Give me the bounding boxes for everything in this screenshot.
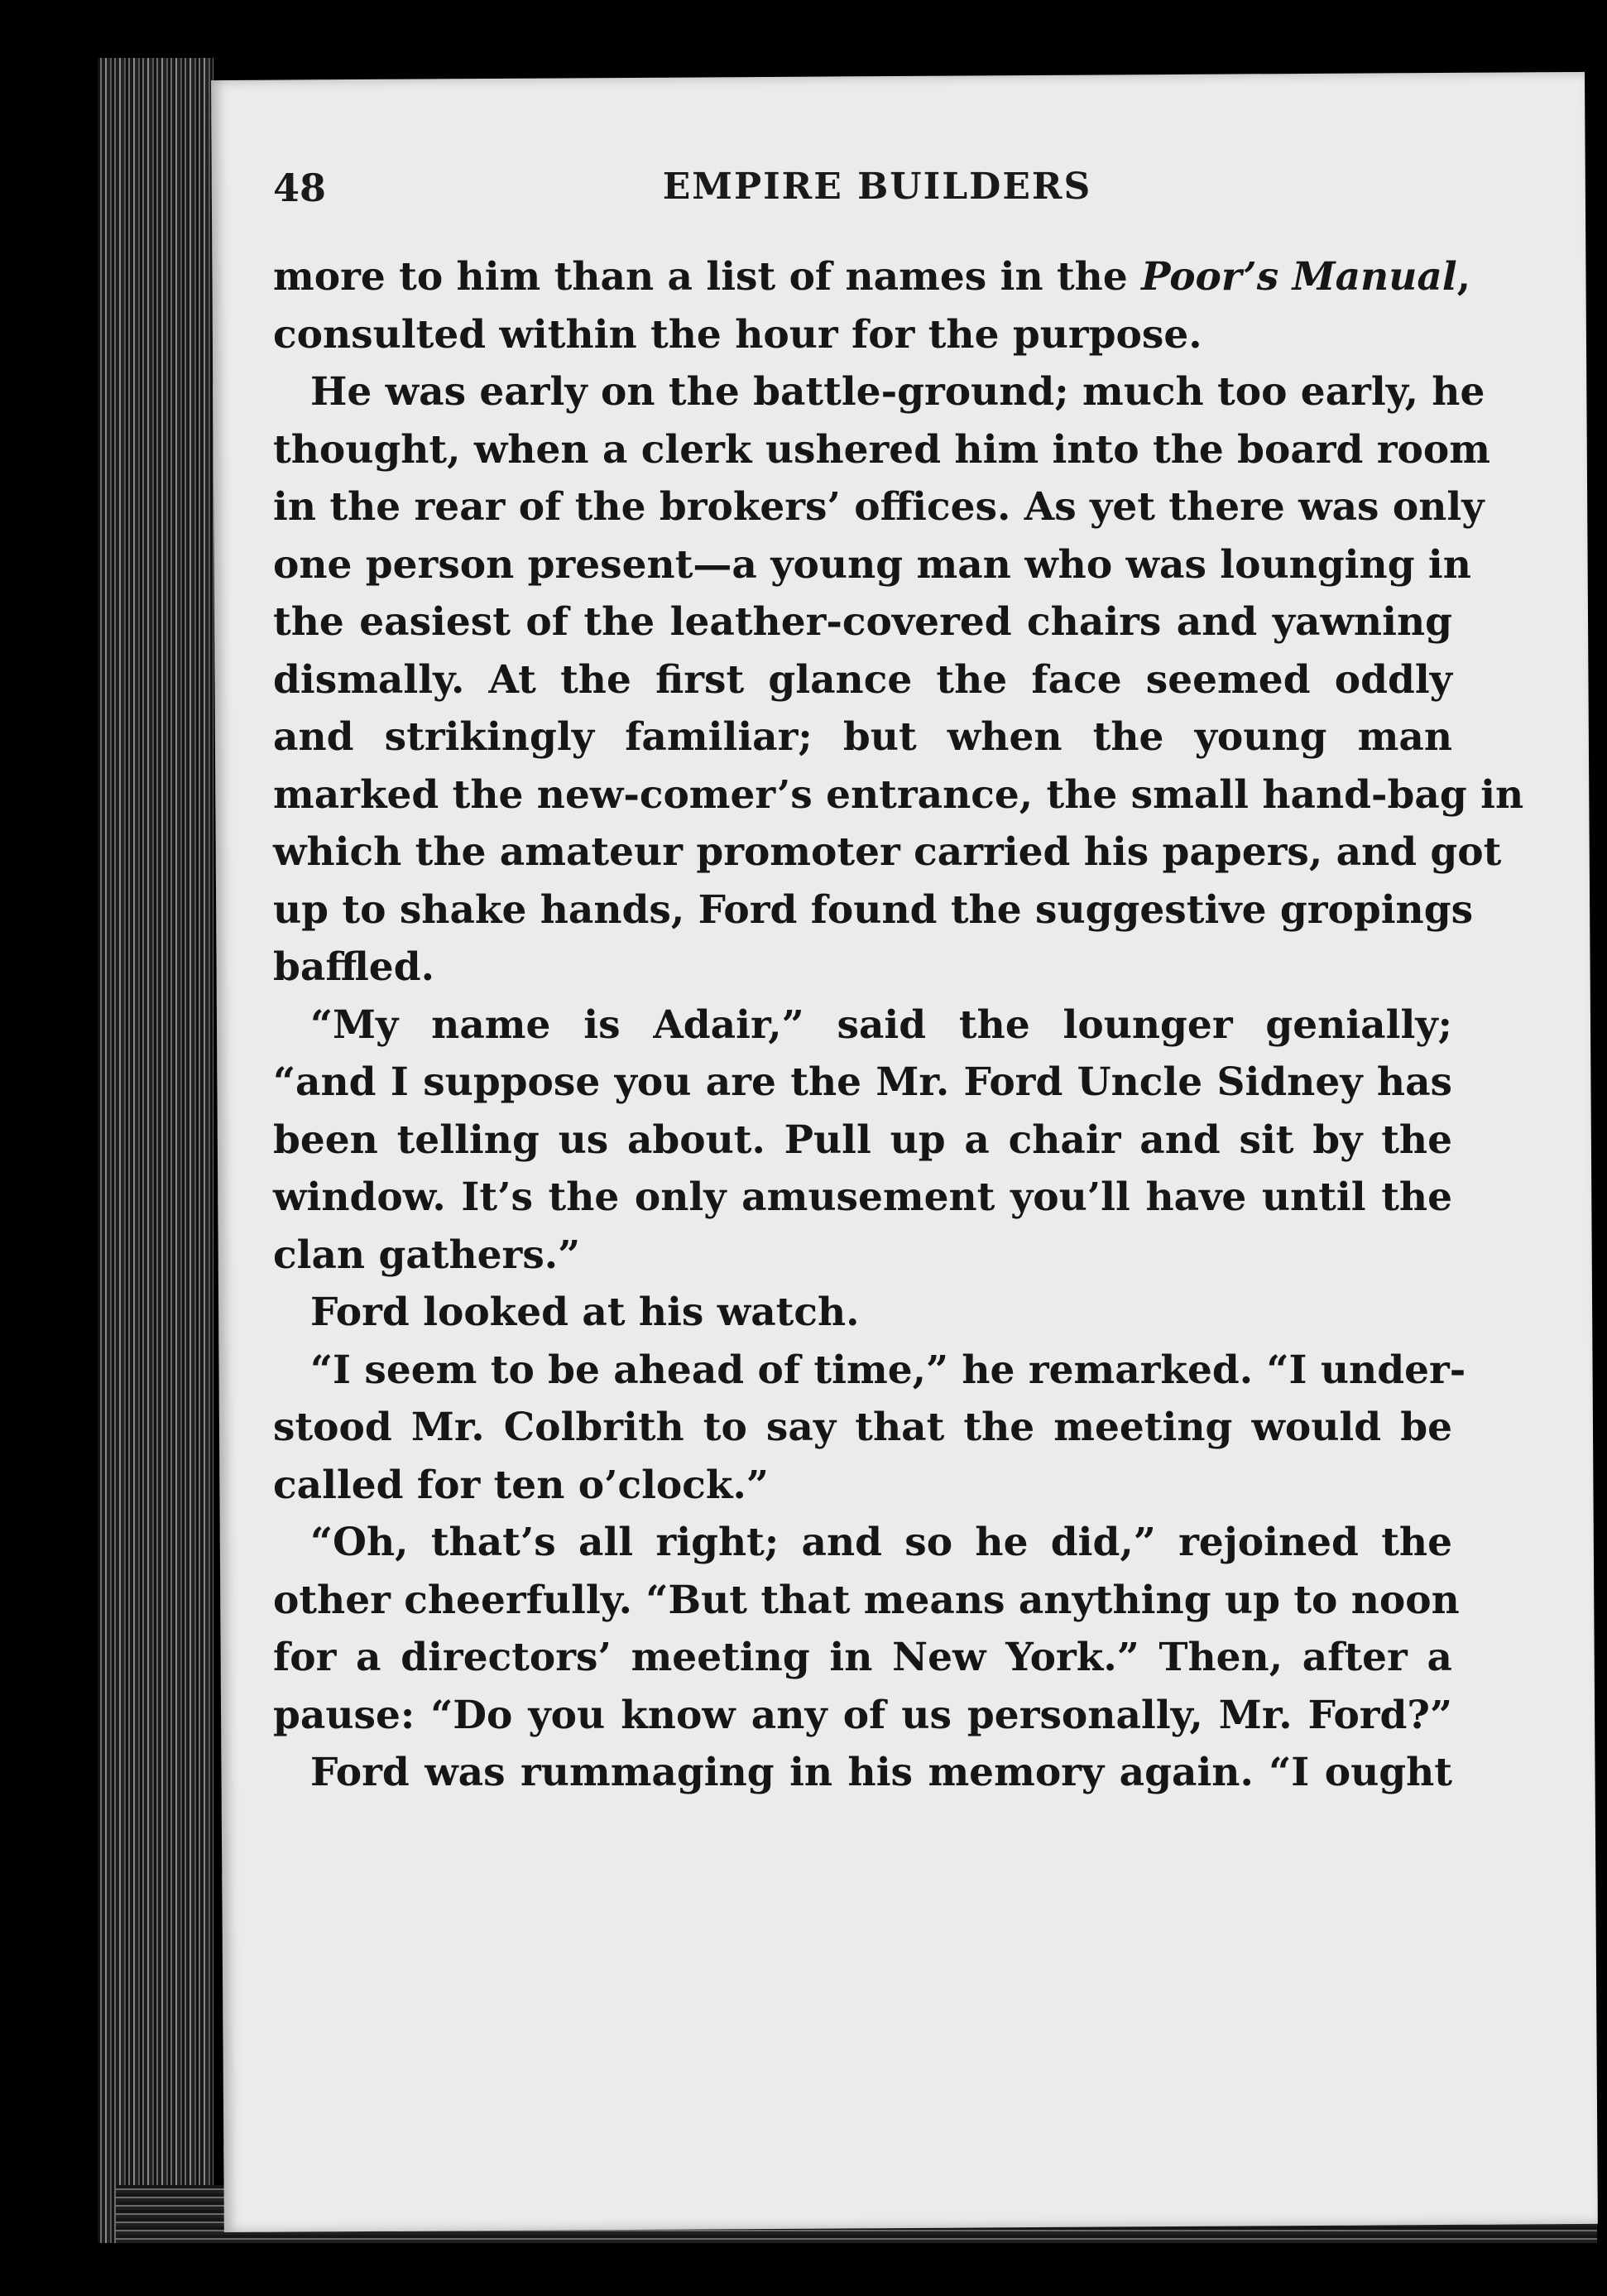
text-line: been telling us about. Pull up a chair and sit by the [273,1117,1452,1163]
text-line: stood Mr. Colbrith to say that the meeting would be [273,1405,1452,1450]
text-line: Ford looked at his watch. [310,1290,860,1335]
running-title: EMPIRE BUILDERS [662,166,1092,208]
text-line: “My name is Adair,” said the lounger genially; [310,1001,1452,1048]
text-line: Ford was rummaging in his memory again. “I ought [310,1750,1452,1795]
text-line: window. It’s the only amusement you’ll have until the [273,1174,1452,1220]
text-line: for a directors’ meeting in New York.” Then, after a [273,1635,1452,1680]
text-line: in the rear of the brokers’ offices. As yet there was only [273,484,1485,530]
page-number: 48 [273,166,327,210]
text-line: pause: “Do you know any of us personally, Mr. Ford?” [273,1692,1452,1738]
text-line: which the amateur promoter carried his papers, and got [273,829,1502,875]
text-line: the easiest of the leather-covered chairs and yawning [273,599,1452,645]
text-line: marked the new-comer’s entrance, the small hand-bag in [273,771,1524,818]
text-line: thought, when a clerk ushered him into the board room [273,426,1490,473]
book-title-italic: Poor’s Manual [1141,254,1457,300]
text-line: baffled. [273,944,434,990]
text-line: He was early on the battle-ground; much too early, he [310,369,1485,415]
text-line: clan gathers.” [273,1232,581,1278]
text-line: more to him than a list of names in the Poor’s Manual [273,254,1457,300]
text-line: and strikingly familiar; but when the young man [273,714,1452,760]
text-line: “I seem to be ahead of time,” he remarked. “I under- [310,1347,1466,1393]
book-page-edges [98,58,213,2243]
text-line: consulted within the hour for the purpose. [273,311,1202,358]
text-line: up to shake hands, Ford found the suggestive gropings [273,886,1474,933]
text-line: “and I suppose you are the Mr. Ford Uncle Sidney has [273,1059,1452,1105]
text-line: called for ten o’clock.” [273,1462,769,1508]
text-line: other cheerfully. “But that means anything up to noon [273,1577,1460,1623]
text-line: dismally. At the first glance the face seemed oddly [273,656,1452,703]
running-head [273,166,1481,240]
text-line: one person present—a young man who was lounging in [273,541,1471,588]
body-text [273,248,1524,1802]
text-line: “Oh, that’s all right; and so he did,” rejoined the [310,1520,1452,1565]
